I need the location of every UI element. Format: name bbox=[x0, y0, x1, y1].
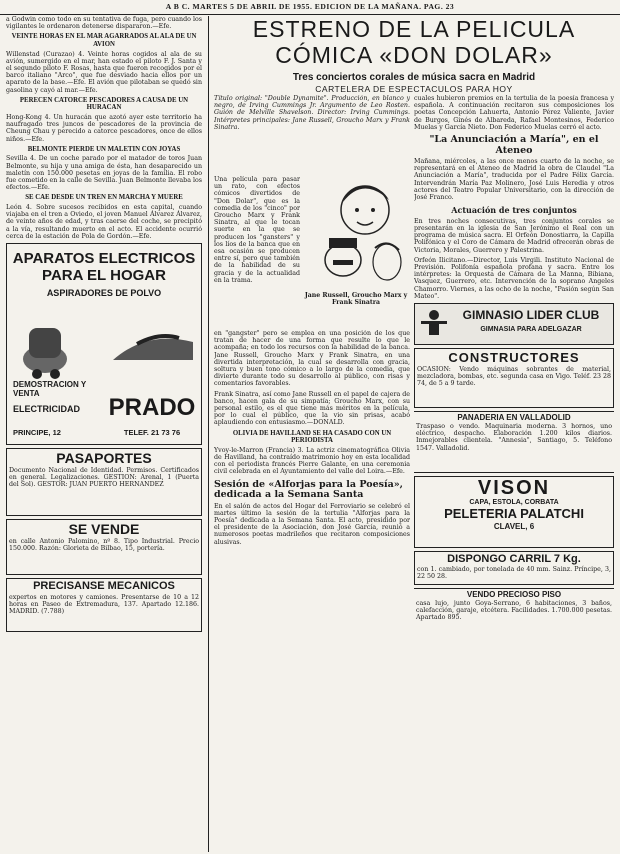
ad-mechanics-title: PRECISANSE MECANICOS bbox=[33, 580, 175, 593]
ad-for-sale-body: en calle Antonio Palomino, nº 8. Tipo Industrial. Precio 150.000. Razón: Glorieta de Bilbao, 15, portería. bbox=[9, 538, 199, 553]
ad-furs-store: PELETERIA PALATCHI bbox=[444, 505, 584, 521]
film-credits bbox=[214, 95, 410, 175]
ad-apartment-body: casa lujo, junto Goya-Serrano, 6 habitaciones, 3 baños, calefacción, garaje, etcétera. Facilidades. 1.700.000 pesetas. Apartado 895. bbox=[416, 599, 612, 622]
ad-gym-sub: GIMNASIA PARA ADELGAZAR bbox=[480, 325, 582, 333]
article-heading: Actuación de tres conjuntos bbox=[451, 205, 577, 216]
article-body: Willenstad (Curazao) 4. Veinte horas cogidos al ala de su avión, sumergido en el mar, han estado el piloto F. J. Santa y el segundo piloto F. Rosas, hasta que fueron recogidos por el barco italiano "Arco", que fue desviado hacia ellos por un aparato de la base.—Efe. El avión que pilotaban se quedó sin gasolina y cayó al mar.—Efe. bbox=[6, 50, 202, 94]
ad-rail-title: DISPONGO CARRIL 7 Kg. bbox=[447, 552, 581, 565]
ad-apartment-title: VENDO PRECIOSO PISO bbox=[466, 589, 562, 599]
article-intro: a Godwin como todo en su tentativa de fuga, pero cuando los vigilantes le ordenaron detenerse dispararon.—Efe. bbox=[6, 16, 202, 31]
ad-electrical-title: APARATOS ELECTRICOS PARA EL HOGAR bbox=[12, 250, 196, 285]
column-left bbox=[6, 16, 202, 852]
article-body: Mañana, miércoles, a las once menos cuarto de la noche, se representará en el Ateneo de Madrid la obra de Claudel "La Anunciación a María", traducida por el Padre Félix García. Intervendrán María Paz Molinero, José Luis Heredia y otros actores del Teatro Popular Universitario, con la dirección de José Franco. bbox=[414, 158, 614, 202]
ad-builders bbox=[414, 348, 614, 408]
ad-gym bbox=[414, 303, 614, 345]
headline-sub: Tres conciertos corales de música sacra en Madrid bbox=[292, 72, 536, 83]
vacuum-cleaner-icon bbox=[15, 314, 75, 384]
film-review-body: en "gangster" pero se emplea en una posición de los que tratan de hacer de una forma que resulte lo que le acompaña; en todo los recursos con la habilidad de la banca. Jane Russell, Groucho Marx y Frank Sinatra, en una divertida interpretación, la cual se desarrolla con gracia, soltura y buen tono cómico a lo largo de la comedia, que divierte durante todo su desarrollo al público, con risas y comentarios favorables. bbox=[214, 330, 410, 388]
ad-apartment bbox=[414, 588, 614, 633]
ad-electrical-phone: TELEF. 21 73 76 bbox=[123, 428, 181, 438]
ad-electrical bbox=[6, 243, 202, 445]
article-body: León 4. Sobre sucesos recibidos en esta capital, cuando viajaba en el tren a Oviedo, el joven Manuel Álvarez Álvarez, de veinte años de edad, y tras caerse del coche, se precipitó a la vía, resultando muerto en el acto. El accidente ocurrió cerca de la estación de Pola de Gordón.—Efe. bbox=[6, 204, 202, 240]
article-body: Orfeón Ilicitano.—Director, Luis Virgili. Instituto Nacional de Previsión. Polifonía española profana y sacra. Entre los intérpretes: la Orquesta de Cámara de La Manna, Bibiana, Vasquez, Guerrero, etc. Intervención de la soprano Angeles Chamorro. Viernes, a las ocho de la noche, "Pasión según San Mateo". bbox=[414, 256, 614, 300]
athlete-icon bbox=[419, 308, 449, 340]
article-heading: BELMONTE PIERDE UN MALETIN CON JOYAS bbox=[27, 145, 181, 153]
ad-bakery-body: Traspaso o vendo. Maquinaria moderna. 3 hornos, uno eléctrico, despacho. Elaboración 1.200 kilos diarios. Inmejorables clientela. "Annesia", Santiago, 5. Teléfono 1547. Valladolid. bbox=[416, 422, 612, 452]
caricature-illustration bbox=[303, 174, 409, 290]
film-review-narrow bbox=[214, 176, 300, 326]
ad-for-sale-title: SE VENDE bbox=[68, 521, 140, 538]
ad-electrical-demo: DEMOSTRACION Y VENTA bbox=[13, 380, 87, 399]
film-review-text: Una película para pasar un rato, con efectos cómicos divertidos de "Don Dolar", que es la comedia de los "cinco" por Groucho Marx y Frank Sinatra, al que le tocan suerte en la que se producen los "gansters" y los líos de la banca que en esa ocasión se producen entre sí, pero que también de la habilidad de su gracia y de la actualidad en la trama. bbox=[214, 176, 300, 284]
article-heading: VEINTE HORAS EN EL MAR AGARRADOS AL ALA DE UN AVION bbox=[11, 33, 197, 48]
ad-passports bbox=[6, 448, 202, 516]
article-body: Sevilla 4. De un coche parado por el matador de toros Juan Belmonte, su hija y una amiga de ésta, han desaparecido un maletín con 150.000 pesetas en joyas de la familia. El robo fue cometido en la calle de Sevilla. Juan Belmonte llevaba los efectos.—Efe. bbox=[6, 155, 202, 192]
article-body: Yvoy-le-Marron (Francia) 3. La actriz cinematográfica Olivia de Havilland, ha contraído matrimonio hoy en esta localidad con el periodista francés Pierre Galante, en una ceremonia civil celebrada en el Ayuntamiento del valle del Loira.—Efe. bbox=[214, 446, 410, 476]
column-center bbox=[214, 330, 410, 840]
ad-gym-title: GIMNASIO LIDER CLUB bbox=[462, 307, 600, 322]
film-review-body: Frank Sinatra, así como Jane Russell en el papel de cajera de banco, hacen gala de su simpatía; Groucho Marx, con su personal estilo, es el que tiene más méritos en la película, por lo cual el público, que la vio sin prisas, acabó aplaudiendo con entusiasmo.—DONALD. bbox=[214, 390, 410, 427]
ad-rail-body: con 1. cambiado, por tonelada de 40 mm. Sainz. Príncipe, 3, 22 50 28. bbox=[417, 565, 611, 581]
column-divider bbox=[208, 16, 209, 852]
ad-bakery bbox=[414, 411, 614, 473]
film-credits-text: Título original: "Double Dynamite". Producción, en blanco y negro, de Irving Cummings Jr. Argumento de Leo Rosten. Guión de Melville Shavelson. Director: Irving Cummings. Intérpretes principales: Jane Russell, Groucho Marx y Frank Sinatra. bbox=[214, 95, 410, 131]
ad-rail bbox=[414, 551, 614, 585]
ad-electrical-sub: ASPIRADORES DE POLVO bbox=[46, 288, 162, 299]
caricature-caption: Jane Russell, Groucho Marx y Frank Sinatra bbox=[304, 292, 408, 306]
headline-main: ESTRENO DE LA PELICULA CÓMICA «DON DOLAR» bbox=[252, 16, 576, 68]
ad-furs-title: VISON bbox=[477, 476, 551, 499]
ad-electrical-address: PRINCIPE, 12 bbox=[13, 428, 61, 438]
article-heading: "La Anunciación a María", en el Ateneo bbox=[429, 134, 599, 156]
column-right bbox=[414, 95, 614, 840]
ad-passports-title: PASAPORTES bbox=[56, 450, 152, 467]
ad-for-sale bbox=[6, 519, 202, 575]
header-rule bbox=[0, 14, 620, 15]
ad-furs bbox=[414, 476, 614, 548]
section-title-listings: CARTELERA DE ESPECTACULOS PARA HOY bbox=[315, 84, 513, 94]
article-heading: PERECEN CATORCE PESCADORES A CAUSA DE UN HURACAN bbox=[19, 96, 189, 112]
ad-mechanics-body: expertos en motores y camiones. Presentarse de 10 a 12 horas en Paseo de Extremadura, 137. Apartado 12.186. MADRID. (7.788) bbox=[9, 594, 199, 616]
article-heading: OLIVIA DE HAVILLAND SE HA CASADO CON UN PERIODISTA bbox=[232, 429, 392, 445]
ad-builders-title: CONSTRUCTORES bbox=[448, 349, 580, 365]
ad-mechanics bbox=[6, 578, 202, 632]
iron-icon bbox=[107, 328, 199, 368]
ad-electrical-brand: PRADO bbox=[108, 394, 196, 422]
article-body: cuales hubieron premios en la tertulia de la poesía francesa y española. A continuación recitaron sus composiciones los poetas Concepción Lahuerta, Antonio Pérez Valiente, Javier de Burgos, Ginés de Albareda, Rafael Montesinos, Federico Muelas y García Nieto. Don Federico Muelas cerró el acto. bbox=[414, 95, 614, 131]
article-body: En tres noches consecutivas, tres conjuntos corales se presentarán en la iglesia de San Jerónimo el Real con un programa de música sacra. El Orfeón Donostiarra, la Capilla Polifónica y el Coro de Cámara de Madrid ofrecerán obras de Victoria, Morales, Guerrero y Palestrina. bbox=[414, 217, 614, 254]
ad-electrical-elec: ELECTRICIDAD bbox=[13, 404, 80, 415]
ad-furs-sub: CAPA, ESTOLA, CORBATA bbox=[469, 498, 559, 506]
ad-builders-body: OCASION: Vendo máquinas sobrantes de material, mezcladora, bombas, etc. segunda casa en Vigo. Teléf. 23 28 74, de 5 a 9 tarde. bbox=[417, 365, 611, 388]
article-heading: Sesión de «Alforjas para la Poesía», dedicada a la Semana Santa bbox=[214, 478, 403, 501]
ad-bakery-title: PANADERIA EN VALLADOLID bbox=[457, 412, 571, 422]
article-body: Hong-Kong 4. Un huracán que azotó ayer este territorio ha naufragado tres juncos de pescadores de la provincia de Cheung Chau y perecido a catorce pescadores, once de ellos niños.—Efe. bbox=[6, 114, 202, 143]
ad-passports-body: Documento Nacional de Identidad. Permisos. Certificados en general. Legalizaciones. GESTION: Arenal, 1 (Puerta del Sol). GESTOR: JUAN PUERTO HERNANDEZ bbox=[9, 467, 199, 489]
article-heading: SE CAE DESDE UN TREN EN MARCHA Y MUERE bbox=[25, 194, 183, 202]
ad-furs-address: CLAVEL, 6 bbox=[493, 521, 535, 531]
article-body: En el salón de actos del Hogar del Ferroviario se celebró el martes último la sesión de la tertulia "Alforjas para la Poesía" dedicada a la Semana Santa. El acto, presidido por el presidente de la Asociación, don José García, reunió a numerosos poetas madrileños que recitaron composiciones alusivas. bbox=[214, 502, 410, 546]
page-header: A B C. MARTES 5 DE ABRIL DE 1955. EDICION DE LA MAÑANA. PAG. 23 bbox=[165, 2, 455, 11]
